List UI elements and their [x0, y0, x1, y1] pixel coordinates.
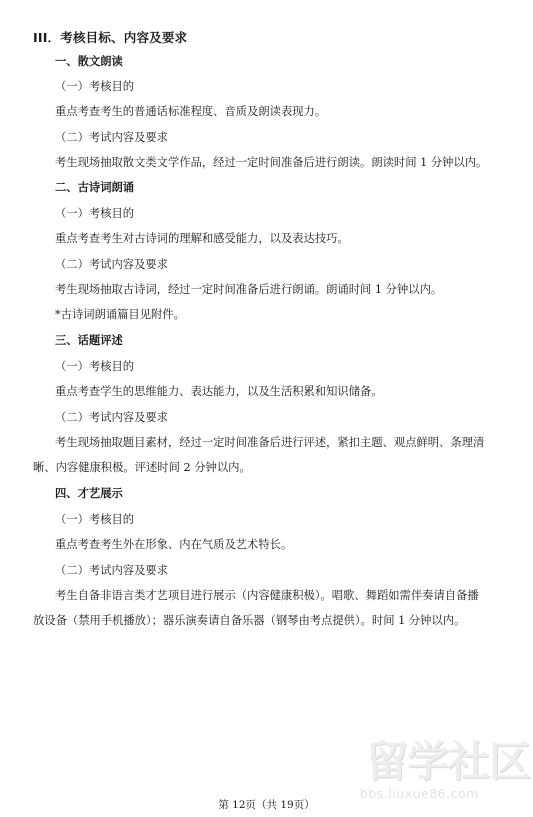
requirements-text: 考生现场抽取题目素材，经过一定时间准备后进行评述，紧扣主题、观点鲜明、条理清	[55, 436, 485, 449]
page-heading: III．考核目标、内容及要求	[33, 30, 188, 45]
requirements-text: 考生自备非语言类才艺项目进行展示（内容健康积极）。唱歌、舞蹈如需伴奏请自备播	[55, 589, 479, 602]
section-title: 二、古诗词朗诵	[55, 181, 135, 194]
objective-text: 重点考查学生的思维能力、表达能力，以及生活积累和知识储备。	[55, 385, 383, 398]
requirements-text-continued: 晰、内容健康积极。评述时间 2 分钟以内。	[33, 461, 251, 474]
objective-label: （一）考核目的	[55, 207, 135, 220]
section-title: 一、散文朗读	[55, 55, 123, 68]
requirements-label: （二）考试内容及要求	[55, 411, 168, 424]
objective-text: 重点考查考生的普通话标准程度、音质及朗读表现力。	[55, 105, 327, 118]
requirements-label: （二）考试内容及要求	[55, 131, 168, 144]
watermark-logo	[360, 738, 530, 804]
page-number-footer: 第 12页（共 19页）	[218, 799, 315, 811]
requirements-label: （二）考试内容及要求	[55, 564, 168, 577]
note-text: *古诗词朗诵篇目见附件。	[55, 308, 185, 321]
objective-label: （一）考核目的	[55, 513, 135, 526]
requirements-text: 考生现场抽取古诗词，经过一定时间准备后进行朗诵。朗诵时间 1 分钟以内。	[55, 283, 443, 296]
requirements-label: （二）考试内容及要求	[55, 258, 168, 271]
section-title: 四、才艺展示	[55, 487, 123, 500]
objective-label: （一）考核目的	[55, 360, 135, 373]
objective-text: 重点考查考生对古诗词的理解和感受能力，以及表达技巧。	[55, 232, 349, 245]
watermark-url: bbs.liuxue86.com	[360, 786, 479, 801]
section-title: 三、话题评述	[55, 334, 123, 347]
requirements-text-continued: 放设备（禁用手机播放）；器乐演奏请自备乐器（钢琴由考点提供）。时间 1 分钟以内。	[33, 614, 466, 627]
requirements-text: 考生现场抽取散文类文学作品，经过一定时间准备后进行朗读。朗读时间 1 分钟以内。	[55, 156, 488, 169]
objective-text: 重点考查考生外在形象、内在气质及艺术特长。	[55, 538, 293, 551]
watermark-brand: 留学社区	[366, 737, 531, 786]
objective-label: （一）考核目的	[55, 80, 135, 93]
